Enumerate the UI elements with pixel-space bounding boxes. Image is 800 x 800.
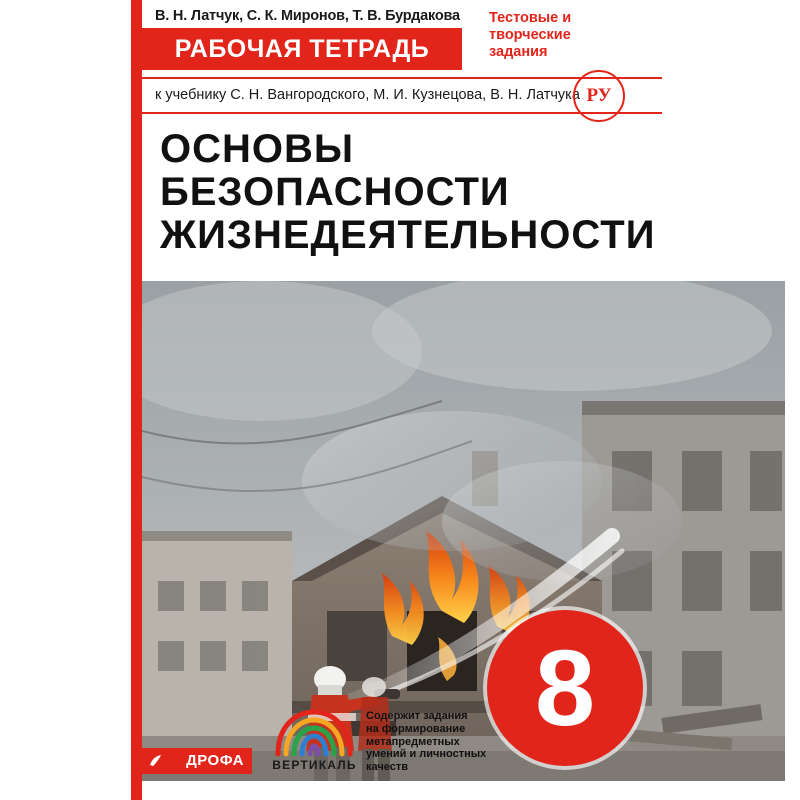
info-line-4: умений и личностных (366, 748, 487, 761)
title-line-1: ОСНОВЫ (160, 127, 355, 171)
publisher-name: ДРОФА (186, 752, 244, 769)
subtitle-line: к учебнику С. Н. Вангородского, М. И. Кузнецова, В. Н. Латчука (155, 87, 580, 103)
corner-tag-line-2: творческие (489, 27, 571, 43)
authors-line: В. Н. Латчук, С. К. Миронов, Т. В. Бурдакова (155, 8, 460, 24)
info-line-5: качеств (366, 761, 408, 774)
page-title (160, 128, 780, 257)
vertikal-label: ВЕРТИКАЛЬ (272, 758, 357, 772)
info-line-2: на формирование (366, 722, 466, 735)
info-line-1: Содержит задания (366, 710, 468, 722)
grade-number: 8 (534, 627, 596, 748)
corner-tag-line-1: Тестовые и (489, 10, 572, 26)
publisher-seal-label: РУ (586, 85, 612, 106)
publisher-logo (142, 748, 252, 774)
series-banner-label: РАБОЧАЯ ТЕТРАДЬ (174, 35, 430, 63)
title-line-2: БЕЗОПАСНОСТИ (160, 170, 510, 214)
series-banner (142, 28, 462, 70)
publisher-seal-icon (573, 70, 625, 122)
corner-tag-line-3: задания (489, 44, 548, 60)
spine-red-bar (131, 0, 142, 800)
title-line-3: ЖИЗНЕДЕЯТЕЛЬНОСТИ (160, 213, 656, 257)
info-strip (360, 706, 572, 778)
info-line-3: метапредметных (366, 735, 460, 748)
corner-tag (489, 10, 649, 61)
